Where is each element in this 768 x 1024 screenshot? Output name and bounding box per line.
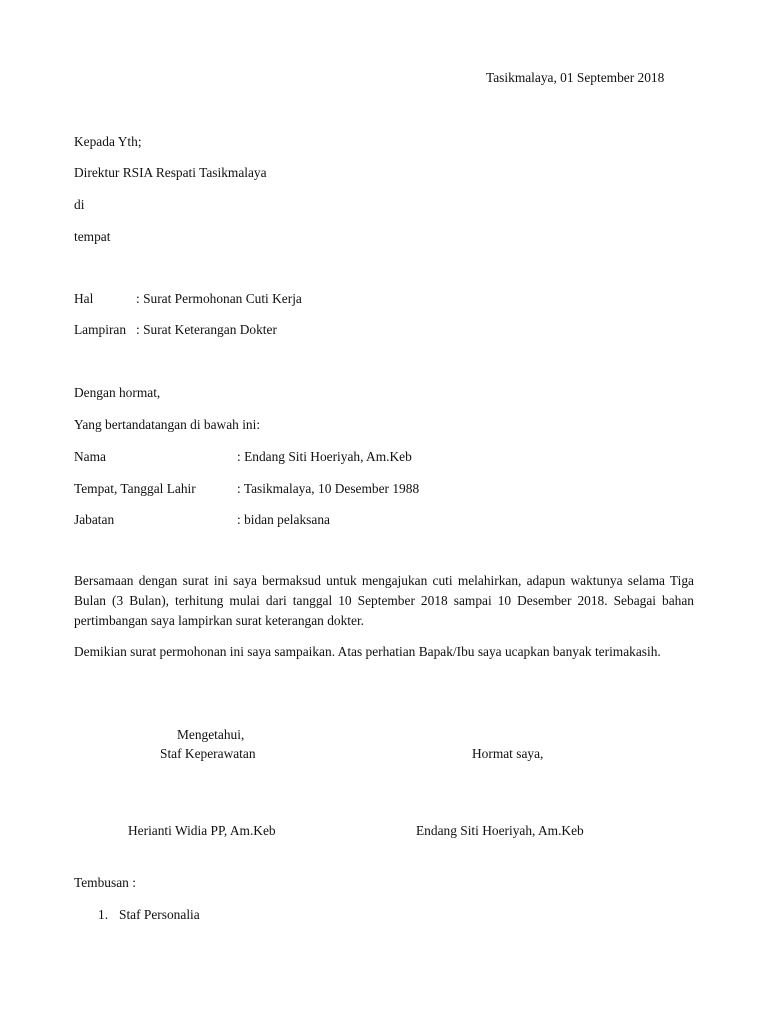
cc-item-number: 1. xyxy=(98,907,109,922)
subject-hal-label: Hal xyxy=(74,291,94,306)
signature-left-acknowledge: Mengetahui, xyxy=(177,727,245,742)
identity-label-name: Nama xyxy=(74,449,106,464)
salutation: Dengan hormat, xyxy=(74,385,161,400)
signature-left-role: Staf Keperawatan xyxy=(160,746,256,761)
body-paragraph-1: Bersamaan dengan surat ini saya bermaksud untuk mengajukan cuti melahirkan, adapun waktunya selama Tiga Bulan (3 Bulan), terhitung mulai dari tanggal 10 September 2018 sampai 10 Desember 2018. Sebagai bahan pertimbangan saya lampirkan surat keterangan dokter. xyxy=(74,573,694,628)
identity-label-birth: Tempat, Tanggal Lahir xyxy=(74,481,196,496)
body-paragraph-2: Demikian surat permohonan ini saya sampaikan. Atas perhatian Bapak/Ibu saya ucapkan banyak terimakasih. xyxy=(74,644,661,659)
subject-hal-value: : Surat Permohonan Cuti Kerja xyxy=(136,291,302,306)
recipient-greeting: Kepada Yth; xyxy=(74,134,142,149)
intro-line: Yang bertandatangan di bawah ini: xyxy=(74,417,261,432)
place-date: Tasikmalaya, 01 September 2018 xyxy=(486,70,665,85)
identity-value-name: : Endang Siti Hoeriyah, Am.Keb xyxy=(237,449,412,464)
subject-lampiran-value: : Surat Keterangan Dokter xyxy=(136,322,277,337)
recipient-name: Direktur RSIA Respati Tasikmalaya xyxy=(74,165,267,180)
signature-left-name: Herianti Widia PP, Am.Keb xyxy=(128,823,276,838)
identity-value-position: : bidan pelaksana xyxy=(237,512,330,527)
identity-label-position: Jabatan xyxy=(74,512,115,527)
subject-lampiran-label: Lampiran xyxy=(74,322,127,337)
cc-item-text: Staf Personalia xyxy=(119,907,200,922)
recipient-place: tempat xyxy=(74,229,111,244)
signature-right-name: Endang Siti Hoeriyah, Am.Keb xyxy=(416,823,584,838)
signature-right-closing: Hormat saya, xyxy=(472,746,544,761)
recipient-at: di xyxy=(74,197,85,212)
cc-label: Tembusan : xyxy=(74,875,136,890)
identity-value-birth: : Tasikmalaya, 10 Desember 1988 xyxy=(237,481,420,496)
